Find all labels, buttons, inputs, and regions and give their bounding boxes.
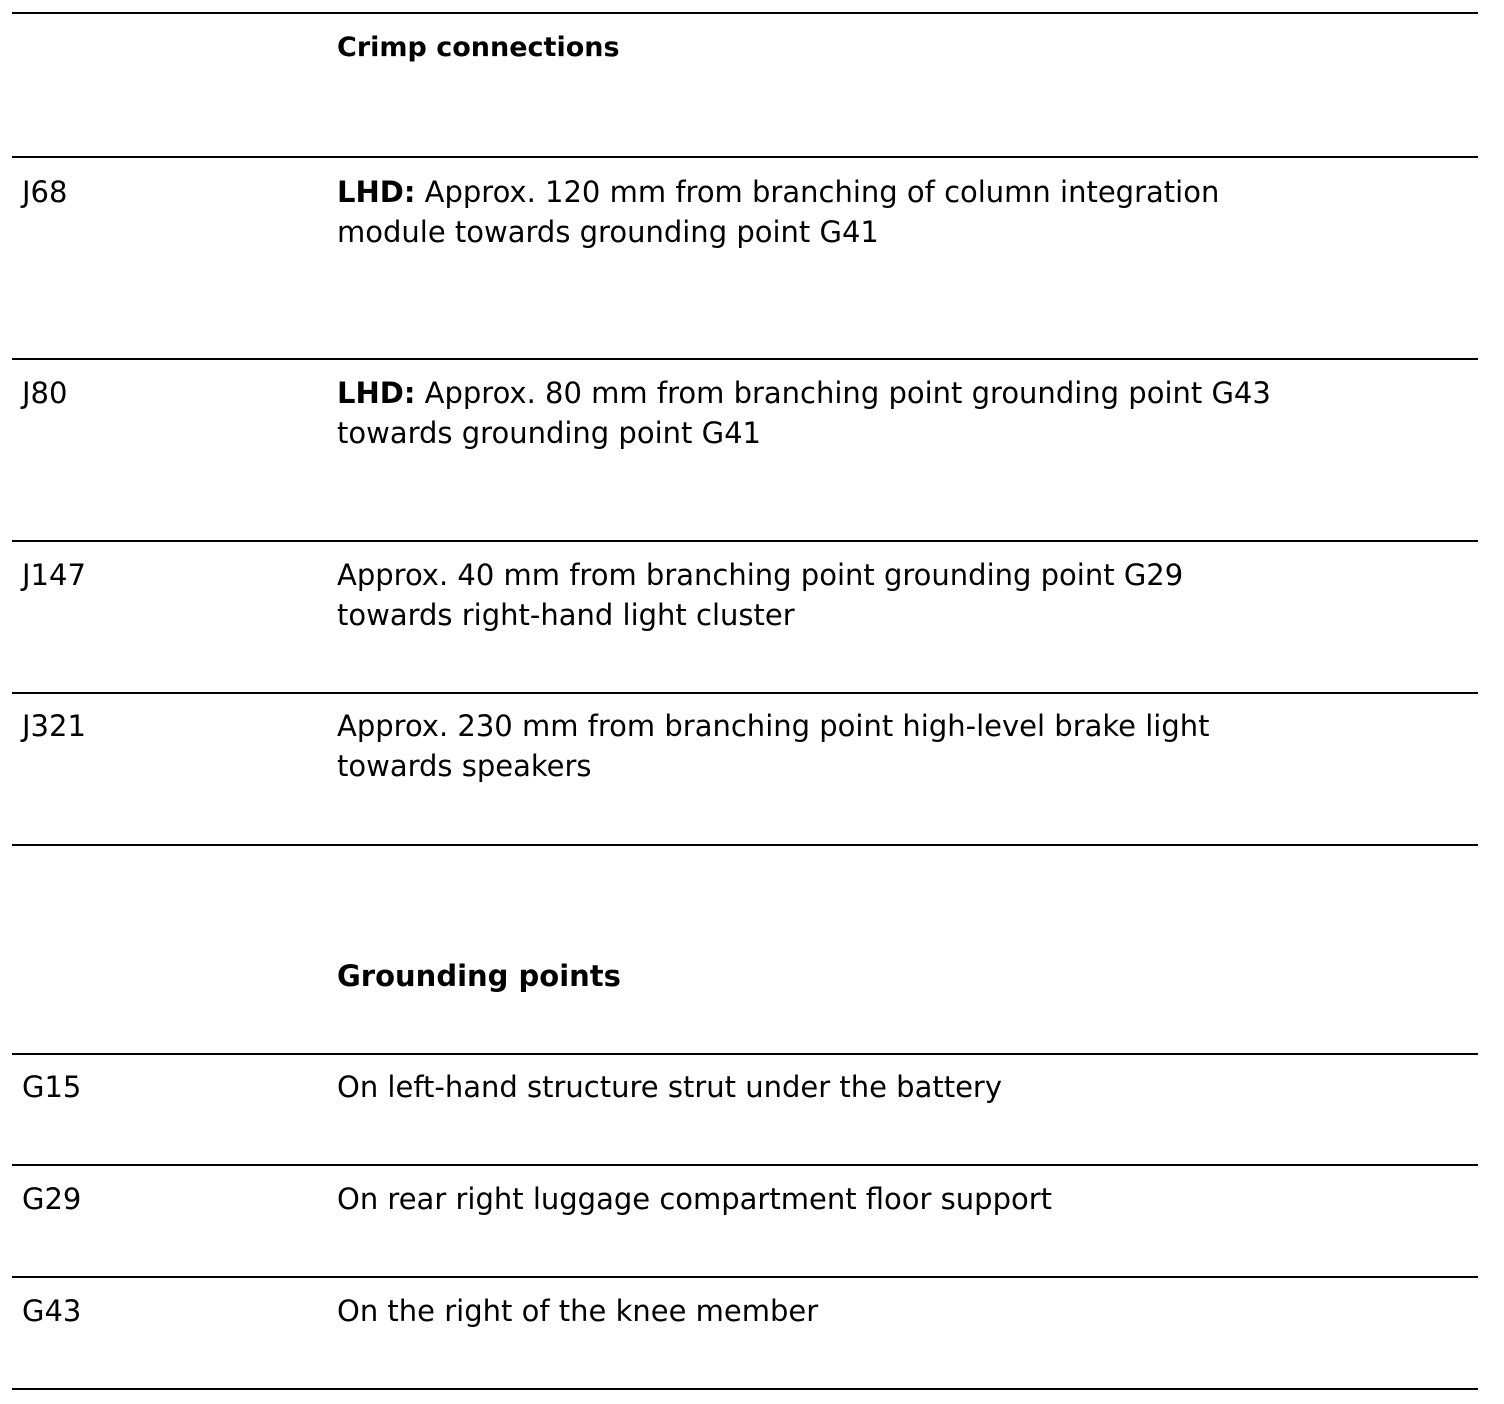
row-code: G29 (22, 1182, 82, 1216)
row-code: J80 (22, 376, 68, 410)
row-text: On the right of the knee member (337, 1294, 819, 1328)
row-description (337, 172, 1297, 252)
rule-before-j321 (12, 692, 1478, 694)
row-description (337, 373, 1297, 453)
rule-top (12, 12, 1478, 14)
row-prefix: LHD: (337, 376, 416, 410)
rule-before-j68 (12, 156, 1478, 158)
rule-bottom (12, 1388, 1478, 1390)
row-description (337, 1291, 1297, 1331)
row-code: J147 (22, 558, 86, 592)
rule-before-g29 (12, 1164, 1478, 1166)
row-description (337, 555, 1297, 635)
row-code: J321 (22, 709, 86, 743)
row-description (337, 706, 1297, 786)
rule-before-j147 (12, 540, 1478, 542)
row-text: Approx. 230 mm from branching point high-level brake light towards speakers (337, 709, 1210, 783)
section-heading-grounding-points: Grounding points (337, 959, 621, 993)
row-code: G15 (22, 1070, 82, 1104)
rule-end-crimp (12, 844, 1478, 846)
row-description (337, 1067, 1297, 1107)
rule-before-g43 (12, 1276, 1478, 1278)
row-description (337, 1179, 1297, 1219)
row-text: On rear right luggage compartment floor support (337, 1182, 1053, 1216)
row-text: Approx. 40 mm from branching point grounding point G29 towards right-hand light cluster (337, 558, 1184, 632)
section-heading-crimp-connections: Crimp connections (337, 32, 620, 63)
row-code: J68 (22, 175, 68, 209)
row-prefix: LHD: (337, 175, 416, 209)
rule-before-g15 (12, 1053, 1478, 1055)
row-text: On left-hand structure strut under the battery (337, 1070, 1003, 1104)
row-code: G43 (22, 1294, 82, 1328)
row-text: Approx. 80 mm from branching point grounding point G43 towards grounding point G41 (337, 376, 1271, 450)
row-text: Approx. 120 mm from branching of column integration module towards grounding point G41 (337, 175, 1220, 249)
rule-before-j80 (12, 358, 1478, 360)
